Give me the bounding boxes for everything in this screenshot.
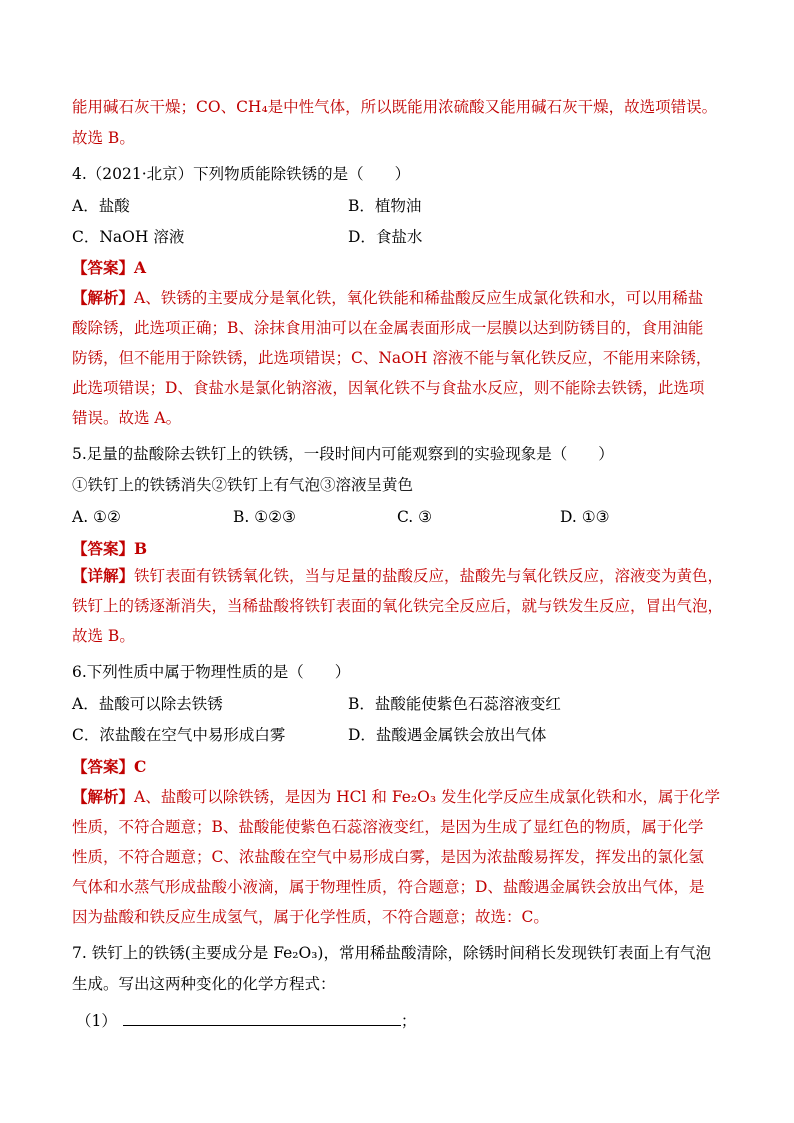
- q6-answer-value: C: [134, 757, 147, 776]
- q5-option-c: C. ③: [397, 508, 433, 526]
- q5-answer-label: 【答案】: [72, 539, 135, 558]
- q6-analysis-line-5: 因为盐酸和铁反应生成氢气，属于化学性质，不符合题意；故选：C。: [72, 908, 549, 926]
- q6-analysis-line-1: [72, 786, 720, 808]
- q4-analysis-line-3: 防锈，但不能用于除铁锈，此选项错误；C、NaOH 溶液不能与氧化铁反应，不能用来除锈，: [72, 349, 712, 367]
- q7-blank-1-end: ；: [400, 1012, 417, 1030]
- q5-analysis-text-1: 铁钉表面有铁锈氧化铁，当与足量的盐酸反应，盐酸先与氧化铁反应，溶液变为黄色，: [134, 567, 724, 585]
- q4-answer: [72, 257, 146, 279]
- q5-stem: 5.足量的盐酸除去铁钉上的铁锈，一段时间内可能观察到的实验现象是（ ）: [72, 445, 614, 463]
- q5-observations: ①铁钉上的铁锈消失②铁钉上有气泡③溶液呈黄色: [72, 476, 414, 494]
- q6-option-d: D．盐酸遇金属铁会放出气体: [348, 726, 547, 744]
- q5-option-a: A. ①②: [72, 508, 121, 526]
- q5-analysis-line-3: 故选 B。: [72, 627, 135, 645]
- q4-option-c: C．NaOH 溶液: [72, 228, 185, 246]
- q4-analysis-line-1: [72, 287, 703, 309]
- q6-analysis-line-4: 气体和水蒸气形成盐酸小液滴，属于物理性质，符合题意；D、盐酸遇金属铁会放出气体，是: [72, 878, 705, 896]
- q6-analysis-line-2: 性质，不符合题意；B、盐酸能使紫色石蕊溶液变红，是因为生成了显红色的物质，属于化学: [72, 818, 704, 836]
- q7-answer-line-1: [76, 1009, 416, 1032]
- q3-tail-line-1: 能用碱石灰干燥；CO、CH₄是中性气体，所以既能用浓硫酸又能用碱石灰干燥，故选项错误。: [72, 98, 718, 116]
- q4-option-a: A．盐酸: [72, 197, 130, 215]
- q4-option-b: B．植物油: [348, 197, 422, 215]
- q4-analysis-label: 【解析】: [72, 288, 135, 307]
- q6-stem: 6.下列性质中属于物理性质的是（ ）: [72, 663, 351, 681]
- q7-blank-1-label: （1）: [76, 1012, 117, 1030]
- q4-answer-label: 【答案】: [72, 258, 135, 277]
- q6-analysis-text-1: A、盐酸可以除铁锈，是因为 HCl 和 Fe₂O₃ 发生化学反应生成氯化铁和水，属于化学: [134, 788, 720, 806]
- q3-tail-line-2: 故选 B。: [72, 129, 135, 147]
- q6-answer-label: 【答案】: [72, 757, 135, 776]
- q4-analysis-line-2: 酸除锈，此选项正确；B、涂抹食用油可以在金属表面形成一层膜以达到防锈目的，食用油能: [72, 319, 704, 337]
- q6-analysis-label: 【解析】: [72, 787, 135, 806]
- q4-analysis-line-4: 此选项错误；D、食盐水是氯化钠溶液，因氧化铁不与食盐水反应，则不能除去铁锈，此选项: [72, 379, 705, 397]
- q5-answer-value: B: [134, 539, 148, 558]
- q7-stem-line-2: 生成。写出这两种变化的化学方程式：: [72, 975, 336, 993]
- q5-answer: [72, 538, 147, 560]
- q4-analysis-text-1: A、铁锈的主要成分是氧化铁，氧化铁能和稀盐酸反应生成氯化铁和水，可以用稀盐: [134, 289, 704, 307]
- q7-stem-line-1: 7. 铁钉上的铁锈(主要成分是 Fe₂O₃)，常用稀盐酸清除，除锈时间稍长发现铁钉表面上有气泡: [72, 944, 711, 962]
- q5-option-d: D. ①③: [560, 508, 610, 526]
- q4-analysis-line-5: 错误。故选 A。: [72, 409, 182, 427]
- q4-answer-value: A: [134, 258, 147, 277]
- q6-option-b: B．盐酸能使紫色石蕊溶液变红: [348, 695, 561, 713]
- q6-option-a: A．盐酸可以除去铁锈: [72, 695, 223, 713]
- q4-stem: 4.（2021·北京）下列物质能除铁锈的是（ ）: [72, 165, 411, 183]
- q7-blank-1-field[interactable]: [123, 1009, 401, 1026]
- q5-analysis-label: 【详解】: [72, 566, 135, 585]
- q6-answer: [72, 756, 146, 778]
- q6-analysis-line-3: 性质，不符合题意；C、浓盐酸在空气中易形成白雾，是因为浓盐酸易挥发，挥发出的氯化氢: [72, 848, 704, 866]
- q6-option-c: C．浓盐酸在空气中易形成白雾: [72, 726, 286, 744]
- q5-analysis-line-2: 铁钉上的锈逐渐消失，当稀盐酸将铁钉表面的氧化铁完全反应后，就与铁发生反应，冒出气泡，: [72, 597, 724, 615]
- q4-option-d: D．食盐水: [348, 228, 423, 246]
- q5-analysis-line-1: [72, 565, 723, 587]
- q5-option-b: B. ①②③: [233, 508, 296, 526]
